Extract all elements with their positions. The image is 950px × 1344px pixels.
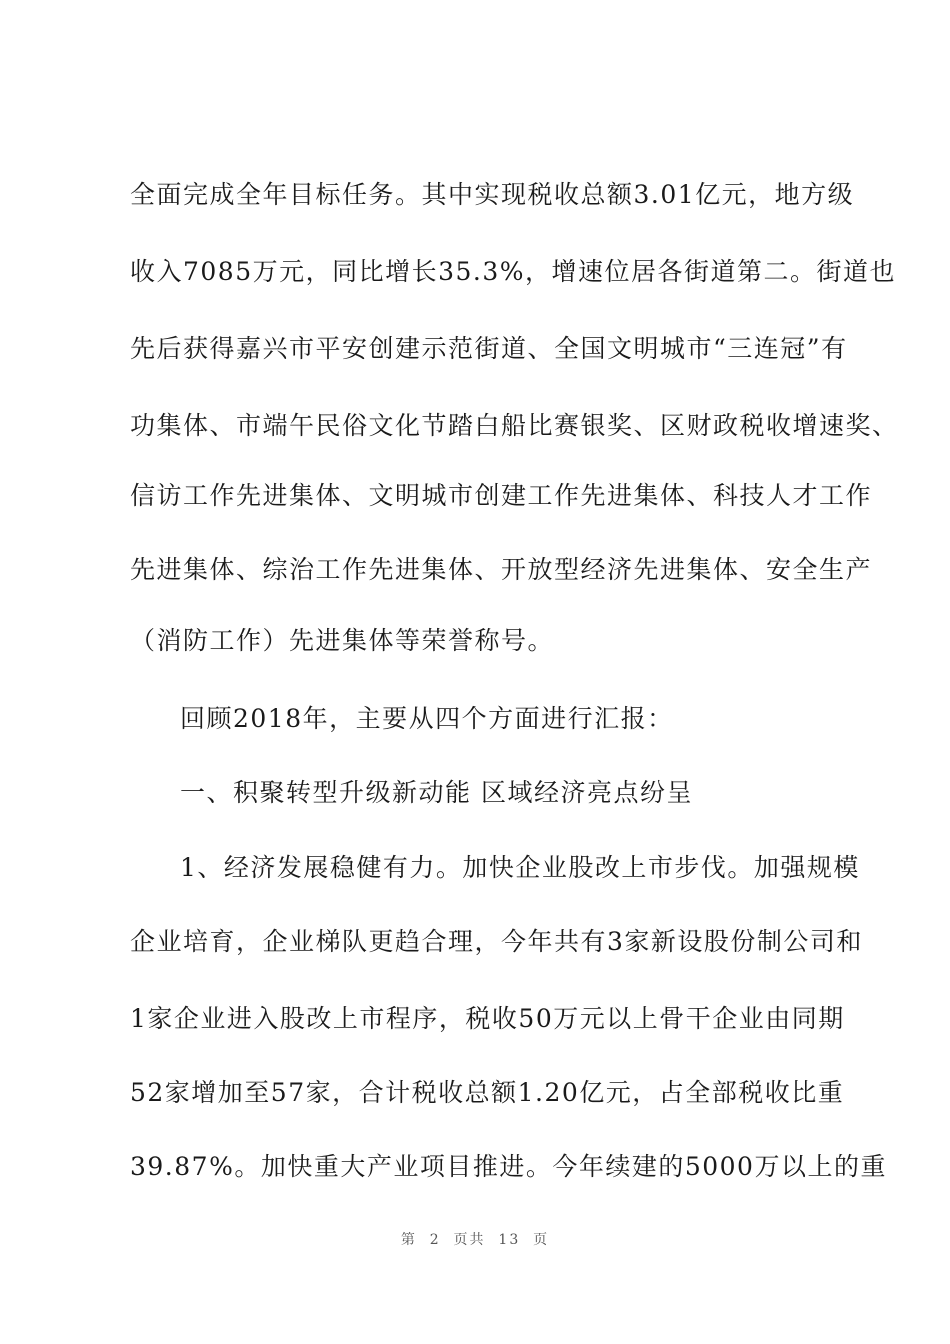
paragraph-line: 39.87%。加快重大产业项目推进。今年续建的5000万以上的重	[130, 1152, 887, 1181]
paragraph-line: 企业培育，企业梯队更趋合理，今年共有3家新设股份制公司和	[130, 927, 863, 956]
paragraph-line: 先后获得嘉兴市平安创建示范街道、全国文明城市“三连冠”有	[130, 334, 848, 363]
page-number-footer: 第 2 页共 13 页	[400, 1232, 550, 1248]
paragraph-line: 功集体、市端午民俗文化节踏白船比赛银奖、区财政税收增速奖、	[130, 411, 899, 440]
paragraph-line: 1、经济发展稳健有力。加快企业股改上市步伐。加强规模	[180, 853, 860, 882]
paragraph-line: 先进集体、综治工作先进集体、开放型经济先进集体、安全生产	[130, 555, 873, 584]
paragraph-line: 全面完成全年目标任务。其中实现税收总额3.01亿元，地方级	[130, 180, 855, 209]
paragraph-line: 收入7085万元，同比增长35.3%，增速位居各街道第二。街道也	[130, 257, 897, 286]
paragraph-line: 信访工作先进集体、文明城市创建工作先进集体、科技人才工作	[130, 481, 873, 510]
paragraph-line: 1家企业进入股改上市程序，税收50万元以上骨干企业由同期	[130, 1004, 845, 1033]
section-heading: 一、积聚转型升级新动能 区域经济亮点纷呈	[180, 778, 693, 807]
paragraph-line: （消防工作）先进集体等荣誉称号。	[130, 626, 555, 655]
paragraph-line: 52家增加至57家，合计税收总额1.20亿元，占全部税收比重	[130, 1078, 845, 1107]
paragraph-line: 回顾2018年，主要从四个方面进行汇报：	[180, 704, 674, 733]
